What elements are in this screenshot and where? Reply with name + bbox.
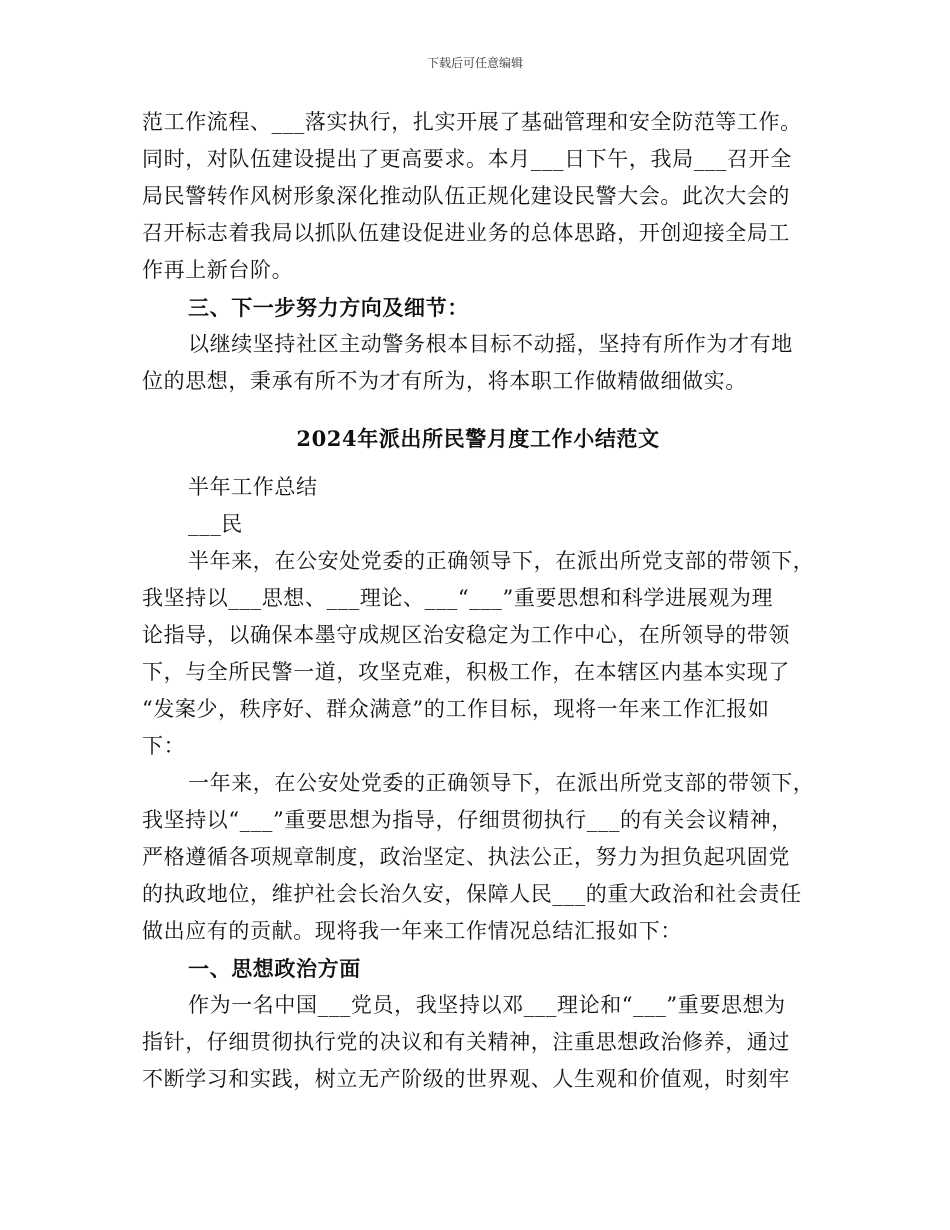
body-line: 局民警转作风树形象深化推动队伍正规化建设民警大会。此次大会的 — [142, 184, 790, 208]
body-line: 指针，仔细贯彻执行党的决议和有关精神，注重思想政治修养，通过 — [142, 1030, 790, 1054]
body-line: 位的思想，秉承有所不为才有所为，将本职工作做精做细做实。 — [142, 369, 747, 393]
section-heading: 一、思想政治方面 — [188, 956, 361, 981]
body-line: 做出应有的贡献。现将我一年来工作情况总结汇报如下： — [142, 919, 682, 943]
body-line: 我坚持以“___”重要思想为指导，仔细贯彻执行___的有关会议精神， — [142, 808, 793, 832]
body-line: 严格遵循各项规章制度，政治坚定、执法公正，努力为担负起巩固党 — [142, 845, 790, 869]
body-line: 半年来，在公安处党委的正确领导下，在派出所党支部的带领下， — [188, 549, 815, 573]
body-line: 的执政地位，维护社会长治久安，保障人民___的重大政治和社会责任 — [142, 882, 802, 906]
body-line: “发案少，秩序好、群众满意”的工作目标，现将一年来工作汇报如 — [142, 697, 770, 721]
body-line: 一年来，在公安处党委的正确领导下，在派出所党支部的带领下， — [188, 771, 815, 795]
body-line: 作再上新台阶。 — [142, 258, 294, 282]
page-header: 下载后可任意编辑 — [426, 56, 523, 70]
document-title: 2024年派出所民警月度工作小结范文 — [296, 426, 660, 451]
subtitle: 半年工作总结 — [188, 475, 318, 499]
author: ___民 — [188, 512, 243, 536]
body-line: 作为一名中国___党员，我坚持以邓___理论和“___”重要思想为 — [188, 993, 786, 1017]
body-line: 召开标志着我局以抓队伍建设促进业务的总体思路，开创迎接全局工 — [142, 221, 790, 245]
body-line: 下： — [142, 734, 186, 758]
body-line: 范工作流程、___落实执行，扎实开展了基础管理和安全防范等工作。 — [142, 110, 802, 134]
body-line: 我坚持以___思想、___理论、___“___”重要思想和科学进展观为理 — [142, 586, 774, 610]
section-heading: 三、下一步努力方向及细节： — [188, 295, 469, 320]
body-line: 同时，对队伍建设提出了更高要求。本月___日下午，我局___召开全 — [142, 147, 792, 171]
document-body — [142, 104, 814, 1098]
body-line: 下，与全所民警一道，攻坚克难，积极工作，在本辖区内基本实现了 — [142, 660, 790, 684]
body-line: 论指导，以确保本墨守成规区治安稳定为工作中心，在所领导的带领 — [142, 623, 790, 647]
body-line: 以继续坚持社区主动警务根本目标不动摇，坚持有所作为才有地 — [188, 332, 793, 356]
body-line: 不断学习和实践，树立无产阶级的世界观、人生观和价值观，时刻牢 — [142, 1067, 790, 1091]
